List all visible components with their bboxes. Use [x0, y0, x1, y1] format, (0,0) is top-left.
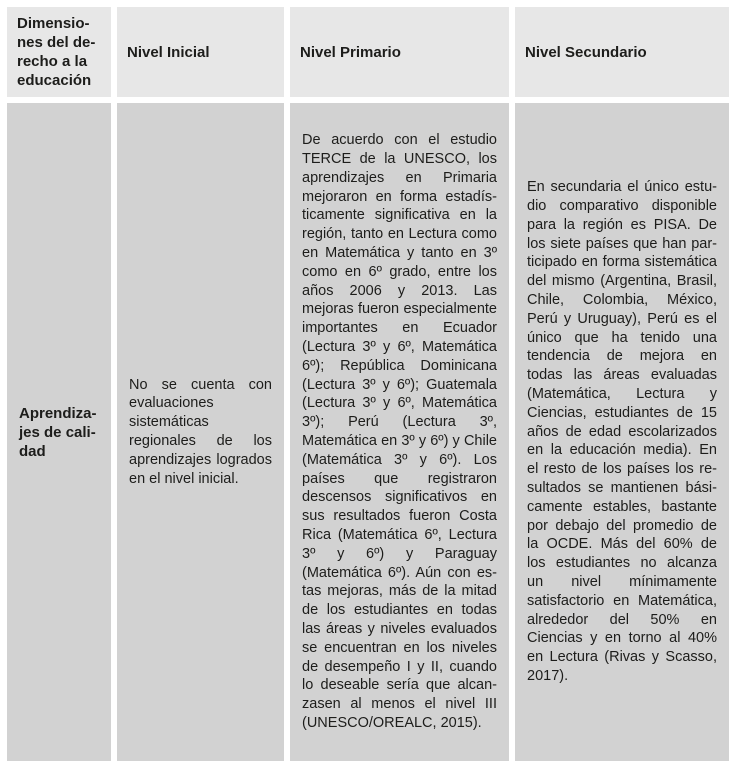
header-nivel-inicial-label: Nivel Inicial [127, 43, 210, 61]
header-nivel-primario-label: Nivel Primario [300, 43, 401, 61]
header-nivel-secundario [515, 7, 729, 97]
header-nivel-secundario-label: Nivel Secundario [525, 43, 647, 61]
row-header-aprendizajes-de-calidad [7, 103, 111, 761]
row-header-label: Aprendizajes de calidad [19, 404, 97, 460]
cell-aprendizajes-nivel-inicial [117, 103, 284, 761]
corner-header-label: Dimensiones del derecho a la educación [17, 15, 96, 89]
cell-nivel-primario-text: De acuerdo con el estudio TERCE de la UNESCO, los aprendizajes en Primaria mejoraron en forma estadísticamente significativa en la región, tanto en Lectura como en Matemática y tanto en 3º como en 6º grado, entre los años 2006 y 2013. Las mejoras fueron especialmente importantes en Ecuador (Lectura 3º y 6º, Matemática 6º); República Dominicana (Lectura 3º y 6º); Guatemala (Lectura 3º y 6º, Matemática 3º); Perú (Lectura 3º, Matemática en 3º y 6º) y Chile (Matemática 3º y 6º). Los países que registraron descensos significativos en sus resultados fueron Costa Rica (Matemática 6º, Lectura 3º y 6º) y Paraguay (Matemática 6º). Aún con estas mejoras, más de la mitad de los estudiantes en todas las áreas y niveles evaluados se encuentran en los niveles de desempeño I y II, cuando lo deseable sería que alcanzasen al menos el nivel III (UNESCO/OREALC, 2015). [302, 132, 497, 731]
cell-aprendizajes-nivel-secundario [515, 103, 729, 761]
cell-nivel-inicial-text: No se cuenta con evaluaciones sistemáticas regionales de los aprendizajes logrados en el nivel inicial. [129, 376, 272, 487]
corner-header-cell [7, 7, 111, 97]
cell-aprendizajes-nivel-primario [290, 103, 509, 761]
education-dimensions-table [7, 7, 729, 761]
header-nivel-inicial [117, 7, 284, 97]
header-nivel-primario [290, 7, 509, 97]
cell-nivel-secundario-text: En secundaria el único estudio comparativo disponible para la región es PISA. De los siete países que han participado en forma sistemática del mismo (Argentina, Brasil, Chile, Colombia, México, Perú y Uruguay), Perú es el único que ha tenido una tendencia de mejora en todas las áreas evaluadas (Matemática, Lectura y Ciencias, estudiantes de 15 años de edad escolarizados en la educación media). En el resto de los países los resultados se mantienen básicamente estables, bastante por debajo del promedio de la OCDE. Más del 60% de los estudiantes no alcanza un nivel mínimamente satisfactorio en Matemática, alrededor del 50% en Ciencias y en torno al 40% en Lectura (Rivas y Scasso, 2017). [527, 179, 717, 684]
